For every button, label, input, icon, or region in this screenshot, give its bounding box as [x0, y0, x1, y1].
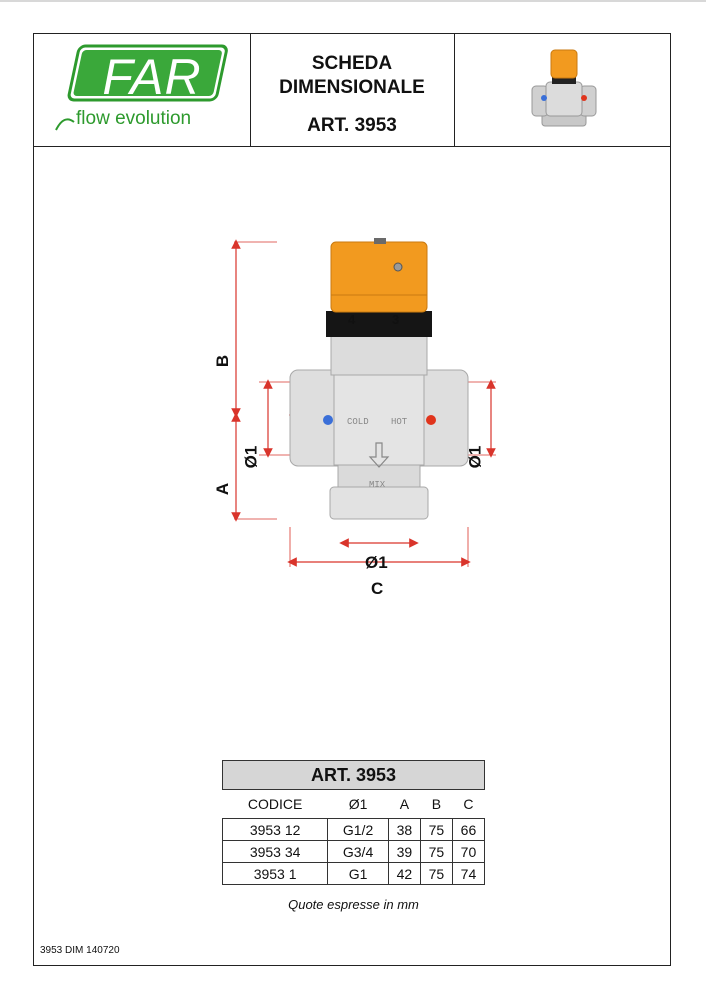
title-cell — [250, 34, 455, 146]
table-row — [223, 863, 485, 885]
logo-swoosh-icon — [56, 119, 74, 130]
column-header: Ø1 — [348, 796, 368, 812]
datasheet-frame — [33, 33, 671, 966]
dimension-d-left-label: Ø1 — [241, 445, 261, 469]
table-cell: G1/2 — [328, 819, 389, 841]
dimension-b-label: B — [213, 354, 233, 368]
top-border-line — [0, 0, 706, 2]
logo-tagline: flow evolution — [76, 108, 192, 129]
table-cell: 38 — [388, 819, 420, 841]
table-cell: 70 — [452, 841, 484, 863]
product-thumbnail-cell — [454, 34, 670, 146]
column-header: B — [431, 796, 442, 812]
article-number: ART. 3953 — [307, 115, 397, 136]
document-reference: 3953 DIM 140720 — [40, 945, 120, 956]
table-cell: 3953 1 — [223, 863, 328, 885]
product-thumbnail — [454, 34, 670, 146]
dimension-c-label: C — [371, 579, 384, 598]
table-title: ART. 3953 — [222, 760, 485, 790]
cold-label: COLD — [347, 417, 369, 427]
title-line-1: SCHEDA — [311, 53, 393, 74]
units-note: Quote espresse in mm — [288, 897, 419, 912]
knob-number-4: 4 — [348, 312, 356, 327]
table-cell: 39 — [388, 841, 420, 863]
mix-label: MIX — [369, 480, 386, 490]
dimension-a-label: A — [213, 482, 233, 496]
column-header: C — [463, 796, 474, 812]
table-row — [223, 819, 485, 841]
dimension-data-table — [222, 790, 485, 885]
column-header: A — [399, 796, 410, 812]
table-cell: 3953 12 — [223, 819, 328, 841]
dimensional-drawing — [34, 147, 670, 652]
table-cell: 42 — [388, 863, 420, 885]
table-cell: 75 — [420, 863, 452, 885]
table-header-row — [223, 790, 485, 819]
hot-label: HOT — [391, 417, 408, 427]
logo-cell — [34, 34, 251, 146]
table-cell: 3953 34 — [223, 841, 328, 863]
knob-number-3: 3 — [392, 312, 400, 327]
logo-text: FAR — [102, 49, 202, 105]
table-cell: G1 — [328, 863, 389, 885]
hot-marker-icon — [426, 415, 436, 425]
valve-body — [290, 238, 468, 519]
cold-marker-icon — [323, 415, 333, 425]
dimension-d-bottom-label: Ø1 — [365, 553, 388, 572]
table-row — [223, 841, 485, 863]
title-line-2: DIMENSIONALE — [279, 77, 425, 98]
valve-drawing — [34, 147, 670, 647]
dimension-d-right-label: Ø1 — [465, 445, 485, 469]
table-cell: 74 — [452, 863, 484, 885]
dimension-table — [222, 760, 485, 885]
table-cell: 66 — [452, 819, 484, 841]
table-cell: 75 — [420, 819, 452, 841]
column-header: CODICE — [247, 796, 303, 812]
header — [34, 34, 670, 147]
table-cell: G3/4 — [328, 841, 389, 863]
table-cell: 75 — [420, 841, 452, 863]
